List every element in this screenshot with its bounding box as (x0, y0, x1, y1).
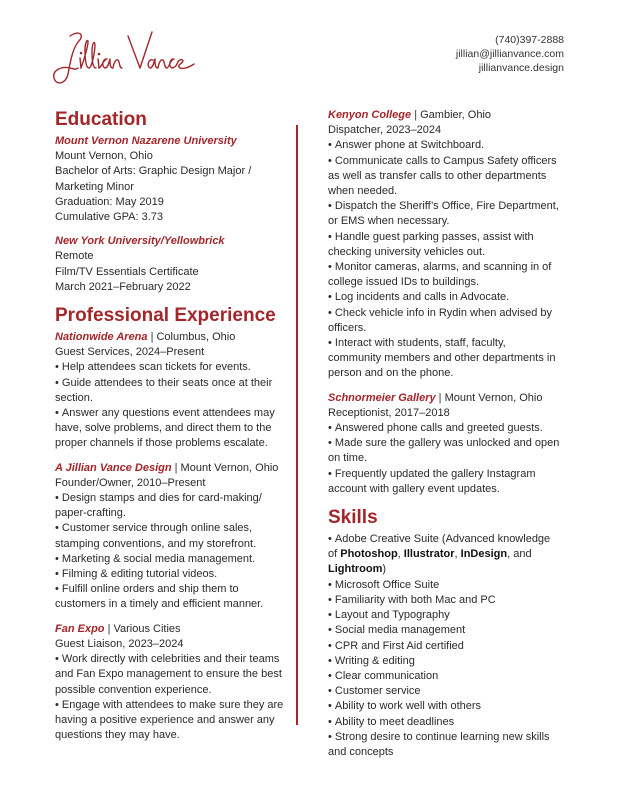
employer-name: Fan Expo (55, 622, 105, 635)
skill-item: • Layout and Typography (328, 608, 560, 623)
education-detail: March 2021–February 2022 (55, 280, 191, 293)
phone: (740)397-2888 (495, 34, 564, 46)
duty-item: • Check vehicle info in Rydin when advised by officers. (328, 306, 560, 336)
skill-item: • Writing & editing (328, 654, 560, 669)
education-detail: Cumulative GPA: 3.73 (55, 211, 164, 224)
duty-item: • Dispatch the Sheriff’s Office, Fire Department, or EMS when necessary. (328, 199, 560, 229)
skill-text: , (397, 548, 404, 561)
employer-name: Schnormeier Gallery (328, 391, 436, 404)
job-role: Receptionist, 2017–2018 (328, 406, 450, 419)
job-role: Founder/Owner, 2010–Present (55, 476, 206, 489)
contact-info (456, 33, 564, 75)
skill-indesign: InDesign (460, 548, 508, 561)
duty-item: • Work directly with celebrities and their teams and Fan Expo management to ensure the best possible convention experience. (55, 652, 287, 698)
employer-location: Mount Vernon, Ohio (180, 461, 279, 474)
education-detail: Bachelor of Arts: Graphic Design Major / Marketing Minor (55, 165, 252, 193)
skill-item: • Clear communication (328, 669, 560, 684)
right-column (328, 108, 560, 760)
experience-entry (328, 391, 560, 497)
education-entry (55, 134, 287, 225)
skill-text: , (454, 548, 461, 561)
duty-item: • Interact with students, staff, faculty, community members and other departments in person and on the phone. (328, 336, 560, 382)
duty-item: • Customer service through online sales, stamping conventions, and my storefront. (55, 521, 287, 551)
skill-item: • Ability to work well with others (328, 699, 560, 714)
duty-item: • Help attendees scan tickets for events. (55, 360, 287, 375)
experience-entry (55, 330, 287, 452)
experience-entry (55, 622, 287, 744)
skill-photoshop: Photoshop (340, 548, 398, 561)
employer-location: Various Cities (113, 622, 181, 635)
skill-illustrator: Illustrator (403, 548, 455, 561)
duty-item: • Filming & editing tutorial videos. (55, 567, 287, 582)
education-detail: Graduation: May 2019 (55, 195, 164, 208)
skill-item: • Strong desire to continue learning new skills and concepts (328, 730, 560, 760)
education-heading: Education (55, 109, 147, 130)
experience-heading: Professional Experience (55, 305, 276, 327)
skill-text: , and (507, 548, 532, 561)
education-entry (55, 234, 287, 295)
email-link[interactable]: jillian@jillianvance.com (455, 48, 564, 60)
job-role: Guest Services, 2024–Present (55, 346, 205, 359)
duty-item: • Fulfill online orders and ship them to customers in a timely and efficient manner. (55, 582, 287, 612)
separator: | (150, 331, 154, 344)
column-divider (296, 125, 298, 725)
duty-item: • Made sure the gallery was unlocked and open on time. (328, 436, 560, 466)
separator: | (174, 461, 178, 474)
experience-entry (55, 461, 287, 613)
duty-item: • Monitor cameras, alarms, and scanning in of college issued IDs to buildings. (328, 260, 560, 290)
website-link[interactable]: jillianvance.design (478, 62, 564, 74)
skill-text: Adobe Creative Suite (Advanced knowledge of (328, 533, 551, 561)
employer-location: Mount Vernon, Ohio (444, 391, 543, 404)
education-detail: Remote (55, 250, 94, 263)
skill-item: • Familiarity with both Mac and PC (328, 593, 560, 608)
signature-logo-graphic (48, 28, 208, 90)
duty-item: • Marketing & social media management. (55, 552, 287, 567)
duty-item: • Answered phone calls and greeted guests. (328, 421, 560, 436)
duty-item: • Frequently updated the gallery Instagram account with gallery event updates. (328, 467, 560, 497)
duty-item: • Log incidents and calls in Advocate. (328, 290, 560, 305)
skill-item: • CPR and First Aid certified (328, 639, 560, 654)
skill-item: • Microsoft Office Suite (328, 578, 560, 593)
duty-item: • Design stamps and dies for card-making/ paper-crafting. (55, 491, 287, 521)
skills-heading: Skills (328, 507, 378, 529)
duty-item: • Engage with attendees to make sure they are having a positive experience and answer any questions they may have. (55, 698, 287, 744)
duty-item: • Guide attendees to their seats once at their section. (55, 376, 287, 406)
signature-logo (48, 28, 208, 90)
education-detail: Film/TV Essentials Certificate (55, 265, 199, 278)
skill-item: • Ability to meet deadlines (328, 715, 560, 730)
skill-item: • Social media management (328, 623, 560, 638)
school-name: New York University/Yellowbrick (55, 235, 225, 248)
employer-name: Nationwide Arena (55, 331, 148, 344)
employer-name: Kenyon College (328, 109, 412, 121)
employer-name: A Jillian Vance Design (55, 461, 172, 474)
separator: | (414, 109, 418, 121)
job-role: Guest Liaison, 2023–2024 (55, 637, 184, 650)
skill-lightroom: Lightroom (328, 563, 383, 576)
skill-item: • Customer service (328, 684, 560, 699)
employer-location: Gambier, Ohio (420, 109, 492, 121)
separator: | (438, 391, 442, 404)
duty-item: • Handle guest parking passes, assist with checking university vehicles out. (328, 230, 560, 260)
job-role: Dispatcher, 2023–2024 (328, 124, 442, 137)
duty-item: • Answer phone at Switchboard. (328, 138, 560, 153)
education-detail: Mount Vernon, Ohio (55, 150, 153, 163)
skill-item (328, 532, 560, 578)
experience-entry (328, 108, 560, 382)
employer-location: Columbus, Ohio (156, 331, 236, 344)
school-name: Mount Vernon Nazarene University (55, 135, 237, 147)
skill-text: ) (382, 563, 387, 576)
skills-list (328, 532, 560, 760)
duty-item: • Answer any questions event attendees may have, solve problems, and direct them to the proper channels if those problems escalate. (55, 406, 287, 452)
left-column (55, 108, 287, 752)
duty-item: • Communicate calls to Campus Safety officers as well as transfer calls to other departments when needed. (328, 154, 560, 200)
separator: | (107, 622, 111, 635)
